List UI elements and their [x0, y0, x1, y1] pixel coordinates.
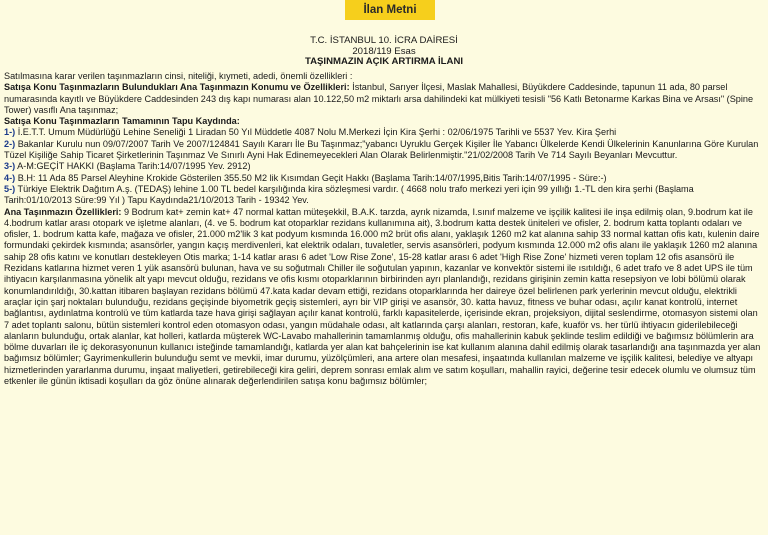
record-number: 1-): [4, 127, 16, 138]
record-text: B.H: 11 Ada 85 Parsel Aleyhine Krokide Gösterilen 355.50 M2 lik Kısımdan Geçit Hakkı (Başlama Tarih:14/07/1995,Bitis Tarih:14/07/1995 - Süre:-): [15, 172, 607, 183]
features-paragraph: [4, 207, 761, 388]
location-text: İstanbul, Sarıyer İlçesi, Maslak Mahallesi, Büyükdere Caddesinde, tapunun 11 ada, 80 parsel numarasında kayıtlı ve Büyükdere Caddesinden 243 dış kapı numarası alan 10.122,50 m2 miktarlı arsa dahilindeki kat mülkiyeti tesisli "56 Katlı Betonarme Karkas Bina ve Arsası" (Spine Tower) vasıflı Ana taşınmaz;: [4, 82, 754, 115]
record-text: İ.E.T.T. Umum Müdürlüğü Lehine Seneliği 1 Liradan 50 Yıl Müddetle 4087 Nolu M.Merkezi İçin Kira Şerhi : 02/06/1975 Tarihli ve 5537 Yev. Kira Şerhi: [15, 127, 617, 138]
location-paragraph: [4, 82, 761, 116]
features-label: Ana Taşınmazın Özellikleri:: [4, 206, 122, 217]
records-label: Satışa Konu Taşınmazların Tamamının Tapu Kaydında:: [4, 116, 240, 127]
record-text: A-M:GEÇİT HAKKI (Başlama Tarih:14/07/1995 Yev. 2912): [15, 161, 251, 172]
court-name: T.C. İSTANBUL 10. İCRA DAİRESİ: [310, 35, 458, 46]
record-number: 2-): [4, 138, 16, 149]
case-number: 2018/119 Esas: [352, 45, 416, 57]
record-item: [4, 161, 761, 172]
notice-heading: [0, 36, 768, 68]
record-item: [4, 127, 761, 138]
record-item: [4, 184, 761, 207]
record-text: Bakanlar Kurulu nun 09/07/2007 Tarih Ve 2007/124841 Sayılı Kararı İle Bu Taşınmaz;"yabancı Uyruklu Gerçek Kişiler İle Yabancı Ülkelerde Kendi Ülkelerinin Kanunlarına Göre Kurulan Tüzel Kişiliğe Sahip Ticaret Şirketlerinin Taşınmaz Ve Sınırlı Ayni Hak Edinemeyecekleri Alan Olarak Belirlenmiştir."21/02/2008 Tarih Ve 714 Sayılı Beyanları Mevcuttur.: [4, 138, 759, 161]
intro-text: Satılmasına karar verilen taşınmazların cinsi, niteliği, kıymeti, adedi, önemli özellikleri :: [4, 71, 353, 81]
notice-body: [4, 71, 761, 387]
features-text: 9 Bodrum kat+ zemin kat+ 47 normal kattan müteşekkil, B.A.K. tarzda, ayrık nizamda, I.sınıf malzeme ve işçilik kalitesi ile inşa edilmiş olan, 9.bodrum kat ile 4.bodrum katlar arası otopark ve işletme alanları, (4. ve 5. bodrum kat otoparklar rezidans kullanımına ait), 3.bodrum katta destek üniteleri ve ofisler, 2. bodrum katta toplantı odaları ve ofisler, 1. bodrum katta kafe, mağaza ve ofisler, 21.000 m2'lik 3 kat podyum kısmında 16.000 m2 brüt ofis alanı, yaklaşık 1260 m2 kat alanına sahip 33 normal kattan ofis katı, kulenin daire formundaki çekirdek kısmında; asansörler, yangın kaçış merdivenleri, kat elektrik odaları, tuvaletler, servis asansörleri, podyum kısmında 12.000 m2 ofis alanı ile yaklaşık 1260 m2 alanına sahip 28 ofis katını ve konutları destekleyen Otis marka; 1-14 katlar arası 6 adet 'Low Rise Zone', 15-28 katlar arası 6 adet 'High Rise Zone' hizmeti veren toplam 12 ofis asansörü ile Rezidans katlarına hizmet veren 1 yük asansörü bulunan, hava ve su soğutmalı Chiller ile soğutulan yapının, kazanlar ve konvektör sistemi ile ısıtıldığı, 6 adet trafo ve 8 adet UPS ile tüm ihtiyacın karşılanmasına yönelik alt yapı mevcut olduğu, rezidans ve ofis kısmı otoparklarının birbirinden ayrı planlandığı, rezidans girişinin zemin katta resepsiyon ve lobi bölümü olarak konumlandırıldığı, 30.kattan itibaren başlayan rezidans bölümü 47.kata kadar devam ettiği, rezidans otoparklarında her daireye özel belirlenen park yerlerinin mevcut olduğu, elektrikli araçlar için şarj noktaları bulunduğu, rezidans geçişinde biyometrik geçiş sistemleri, ayrı bir VIP girişi ve asansör, 30. katta havuz, fitness ve buhar odası, açılır kanat kontrolü, internet bağlantısı, aydınlatma kontrolü ve tüm katlarda taze hava girişi sağlayan açılır kanat kontrolü, farklı kapasitelerde, içerisinde ekran, projeksiyon, dijital seslendirme, otomasyon sistemi olan 7 adet toplantı salonu, bütün sistemleri kontrol eden otomasyon odası, yangın müdahale odası, alt katlarında çarşı alanları, restoran, kafe, kuaför vs. her türlü ihtiyacın giderilebileceği alanların bulunduğu, ortak alanlar, kat holleri, katlarda müşterek WC-Lavabo mahallerinin tamamlanmış olduğu, ofis mahallerinin kabuk şeklinde teslim edildiği ve bağımsız bölümlerin ara bölme duvarları ile iç dekorasyonunun kullanıcı isteğinde tamamlandığı, katlarda yer alan kat bahçelerinin ise kat kullanım alanına dahil edilmiş olarak tasarlandığı ana taşınmazda yer alan bağımsız bölümler; Gayrimenkullerin bulunduğu semt ve mevkii, imar durumu, yüzölçümleri, ana artere olan mesafesi, inşaatında kullanılan malzeme ve işçilik kalitesi, belediye ve altyapı hizmetlerinden yararlanma durumu, inşaat maliyetleri, getirebileceği kira geliri, deprem sonrası emlak alım ve satım koşulları, mahallin rayici, değerine tesir edecek olumlu ve olumsuz tüm etkenler ile günün iktisadi koşulları da göz önüne alınarak değerlendirilen satışa konu bağımsız bölümler;: [4, 206, 761, 387]
record-item: [4, 139, 761, 162]
record-item: [4, 173, 761, 184]
tab-ilan-metni[interactable]: İlan Metni: [345, 0, 435, 20]
record-text: Türkiye Elektrik Dağıtım A.ş. (TEDAŞ) lehine 1.00 TL bedel karşılığında kira sözleşmesi vardır. ( 4668 nolu trafo merkezi yeri için 99 yıllığı 1.-TL den kira şerhi (Başlama Tarih:01/10/2013 Süre:99 Yıl ) Tapu Kaydında21/10/2013 Tarih - 19342 Yev.: [4, 183, 694, 206]
notice-title: TAŞINMAZIN AÇIK ARTIRMA İLANI: [304, 56, 464, 68]
location-label: Satışa Konu Taşınmazların Bulundukları Ana Taşınmazın Konumu ve Özellikleri:: [4, 82, 350, 93]
record-number: 5-): [4, 183, 16, 194]
record-number: 4-): [4, 172, 16, 183]
record-number: 3-): [4, 161, 16, 172]
